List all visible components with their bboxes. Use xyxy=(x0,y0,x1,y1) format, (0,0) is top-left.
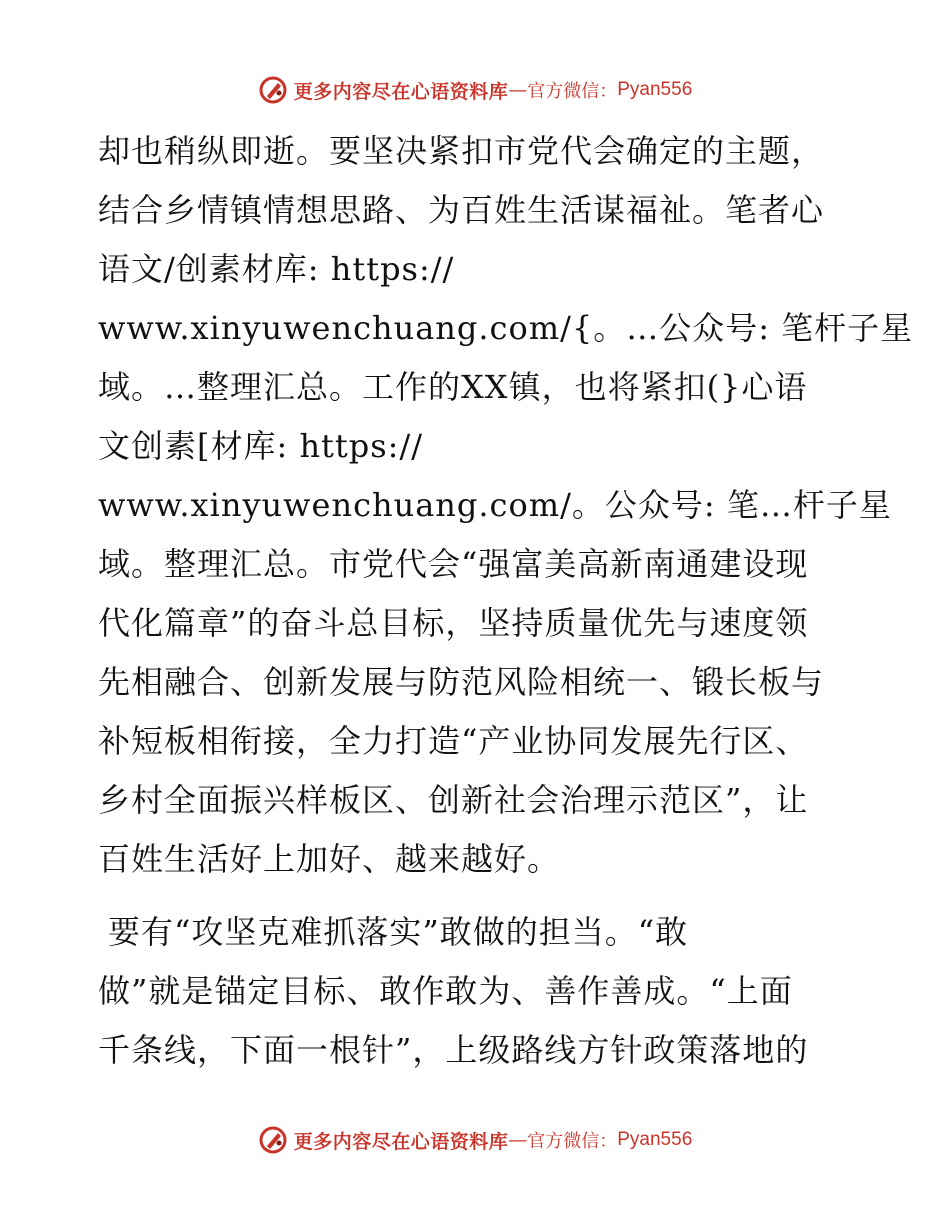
text-line: 做”就是锚定目标、敢作敢为、善作善成。“上面 xyxy=(98,972,793,1010)
footer-separator: — xyxy=(508,1129,528,1151)
text-line: 域。…整理汇总。工作的XX镇，也将紧扣(}心语 xyxy=(98,368,808,406)
text-line: 百姓生活好上加好、越来越好。 xyxy=(98,840,561,878)
text-line: 结合乡情镇情想思路、为百姓生活谋福祉。笔者心 xyxy=(98,191,825,229)
header-banner[interactable] xyxy=(0,70,950,110)
text-line: 乡村全面振兴样板区、创新社会治理示范区”，让 xyxy=(98,781,809,819)
header-wechat-label: 官方微信： xyxy=(527,81,618,102)
footer-wechat-label: 官方微信： xyxy=(527,1131,618,1152)
text-line: 要有“攻坚克难抓落实”敢做的担当。“敢 xyxy=(108,913,689,951)
text-line: 文创素[材库: https:// xyxy=(98,427,424,465)
text-line: 补短板相衔接，全力打造“产业协同发展先行区、 xyxy=(98,722,809,760)
header-brand-text: 更多内容尽在心语资料库 xyxy=(293,80,509,103)
text-line: 千条线，下面一根针”，上级路线方针政策落地的 xyxy=(98,1031,809,1069)
header-wechat-id: Pyan556 xyxy=(617,79,693,100)
text-line: www.xinyuwenchuang.com/。公众号: 笔…杆子星 xyxy=(98,486,892,524)
text-line: 域。整理汇总。市党代会“强富美高新南通建设现 xyxy=(98,545,809,583)
text-line: 语文/创素材库: https:// xyxy=(98,250,455,288)
body-text xyxy=(98,122,914,1080)
footer-banner[interactable] xyxy=(0,1120,950,1160)
text-line: www.xinyuwenchuang.com/{。…公众号: 笔杆子星 xyxy=(98,309,914,347)
text-line: 却也稍纵即逝。要坚决紧扣市党代会确定的主题， xyxy=(98,132,825,170)
pen-circle-logo-icon xyxy=(258,1125,288,1155)
footer-brand-text: 更多内容尽在心语资料库 xyxy=(293,1130,509,1153)
text-line: 代化篇章”的奋斗总目标，坚持质量优先与速度领 xyxy=(98,604,809,642)
text-line: 先相融合、创新发展与防范风险相统一、锻长板与 xyxy=(98,663,825,701)
header-separator: — xyxy=(508,79,528,101)
footer-wechat-id: Pyan556 xyxy=(617,1129,693,1150)
pen-circle-logo-icon xyxy=(258,75,288,105)
